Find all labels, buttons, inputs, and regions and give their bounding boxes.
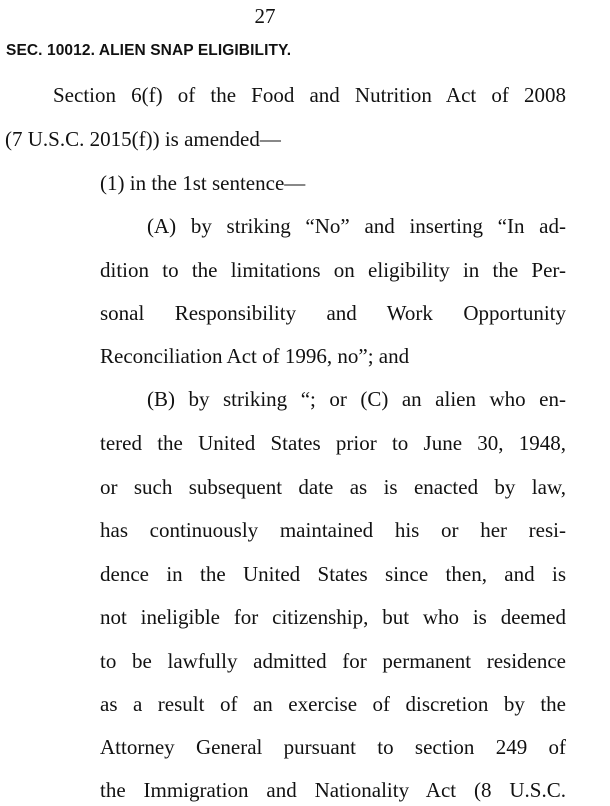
text-line: dence in the United States since then, and is	[100, 562, 566, 586]
page-number: 27	[254, 4, 276, 28]
section-heading: SEC. 10012. ALIEN SNAP ELIGIBILITY.	[6, 42, 292, 59]
text-line: (7 U.S.C. 2015(f)) is amended—	[5, 127, 281, 151]
text-line: to be lawfully admitted for permanent residence	[100, 649, 566, 673]
text-line: as a result of an exercise of discretion by the	[100, 692, 566, 716]
text-line: the Immigration and Nationality Act (8 U.S.C.	[100, 778, 566, 802]
text-line: dition to the limitations on eligibility in the Per-	[100, 258, 566, 282]
text-line: Section 6(f) of the Food and Nutrition Act of 2008	[53, 83, 566, 107]
text-line: (B) by striking “; or (C) an alien who en-	[147, 387, 566, 411]
text-line: tered the United States prior to June 30, 1948,	[100, 431, 566, 455]
text-line: Attorney General pursuant to section 249 of	[100, 735, 566, 759]
text-line: sonal Responsibility and Work Opportunity	[100, 301, 566, 325]
text-line: not ineligible for citizenship, but who is deemed	[100, 605, 566, 629]
text-line: or such subsequent date as is enacted by law,	[100, 475, 566, 499]
text-line: Reconciliation Act of 1996, no”; and	[100, 344, 410, 368]
text-line: (1) in the 1st sentence—	[100, 171, 306, 195]
text-line: (A) by striking “No” and inserting “In ad-	[147, 214, 566, 238]
text-line: has continuously maintained his or her resi-	[100, 518, 566, 542]
